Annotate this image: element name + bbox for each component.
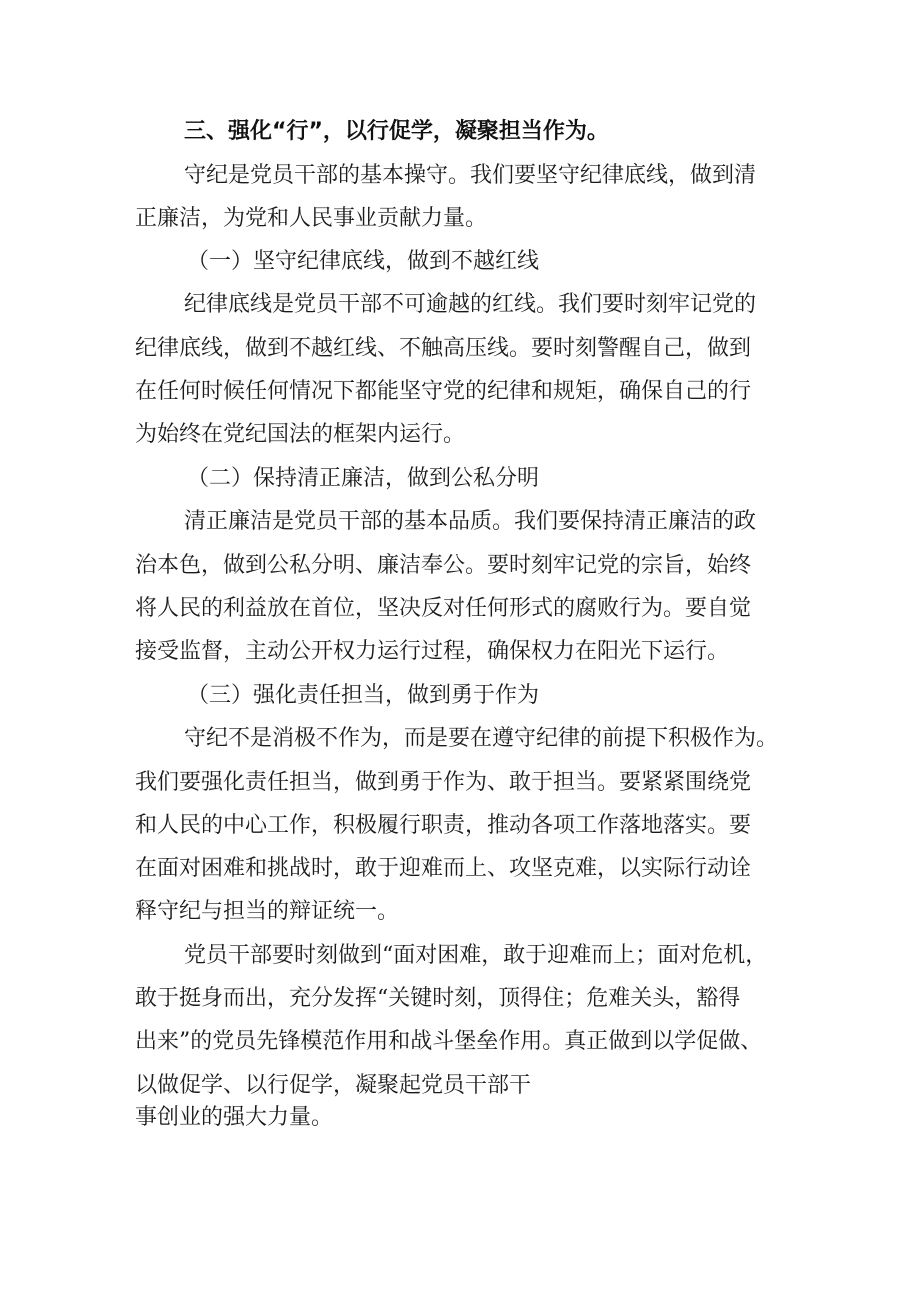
subheading-line: （二）保持清正廉洁，做到公私分明 <box>187 466 540 491</box>
paragraph-line: 接受监督，主动公开权力运行过程，确保权力在阳光下运行。 <box>135 639 730 664</box>
paragraph-line: 清正廉洁是党员干部的基本品质。我们要保持清正廉洁的政 <box>184 509 757 534</box>
subheading-line: （一）坚守纪律底线，做到不越红线 <box>187 249 540 274</box>
paragraph-line: 纪律底线是党员干部不可逾越的红线。我们要时刻牢记党的 <box>184 292 757 317</box>
paragraph-line: 我们要强化责任担当，做到勇于作为、敢于担当。要紧紧围绕党 <box>135 770 752 795</box>
section-heading: 三、强化“行”，以行促学，凝聚担当作为。 <box>184 119 609 144</box>
paragraph-line: 在任何时候任何情况下都能坚守党的纪律和规矩，确保自己的行 <box>135 379 752 404</box>
paragraph-line: 敢于挺身而出，充分发挥“关键时刻，顶得住；危难关头，豁得 <box>135 986 741 1011</box>
paragraph-line: 以做促学、以行促学，凝聚起党员干部干 <box>135 1073 532 1098</box>
paragraph-line: 治本色，做到公私分明、廉洁奉公。要时刻牢记党的宗旨，始终 <box>135 553 752 578</box>
paragraph-line: 纪律底线，做到不越红线、不触高压线。要时刻警醒自己，做到 <box>135 336 752 361</box>
paragraph-line: 释守纪与担当的辩证统一。 <box>135 899 400 924</box>
subheading-line: （三）强化责任担当，做到勇于作为 <box>187 683 540 708</box>
paragraph-line: 将人民的利益放在首位，坚决反对任何形式的腐败行为。要自觉 <box>135 596 752 621</box>
paragraph-line: 守纪不是消极不作为，而是要在遵守纪律的前提下积极作为。 <box>184 726 779 751</box>
paragraph-line: 和人民的中心工作，积极履行职责，推动各项工作落地落实。要 <box>135 813 752 838</box>
paragraph-line: 党员干部要时刻做到“面对困难，敢于迎难而上；面对危机， <box>184 943 768 968</box>
paragraph-line: 守纪是党员干部的基本操守。我们要坚守纪律底线，做到清 <box>184 163 757 188</box>
paragraph-line: 事创业的强大力量。 <box>135 1105 334 1130</box>
paragraph-line: 出来”的党员先锋模范作用和战斗堡垒作用。真正做到以学促做、 <box>135 1029 763 1054</box>
paragraph-line: 正廉洁，为党和人民事业贡献力量。 <box>135 206 488 231</box>
paragraph-line: 在面对困难和挑战时，敢于迎难而上、攻坚克难，以实际行动诠 <box>135 856 752 881</box>
paragraph-line: 为始终在党纪国法的框架内运行。 <box>135 422 466 447</box>
